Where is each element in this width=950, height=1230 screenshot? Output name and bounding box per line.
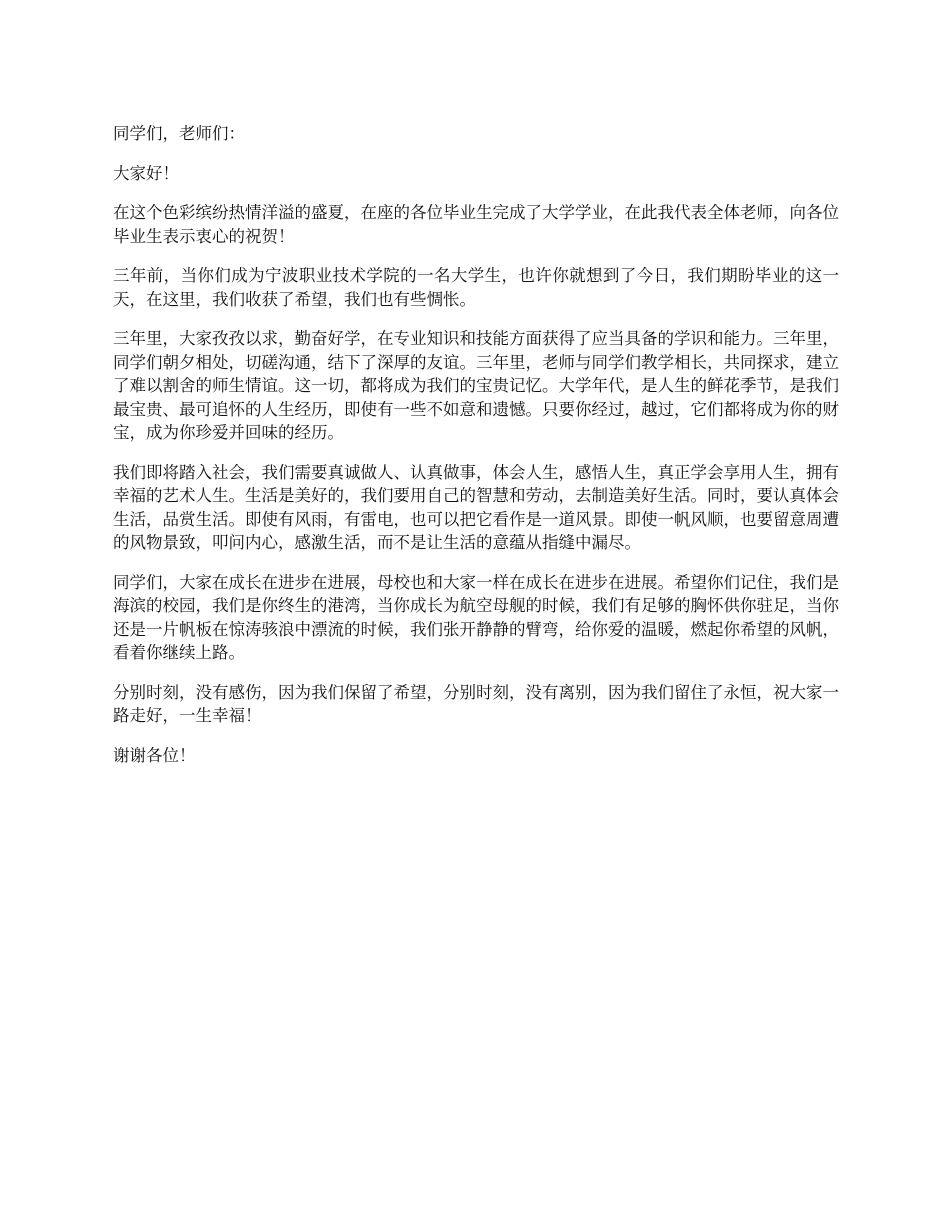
paragraph-alma-mater: 同学们，大家在成长在进步在进展，母校也和大家一样在成长在进步在进展。希望你们记住，我们是海滨的校园，我们是你终生的港湾，当你成长为航空母舰的时候，我们有足够的胸怀供你驻足，当你还是一片帆板在惊涛骇浪中漂流的时候，我们张开静静的臂弯，给你爱的温暖，燃起你希望的风帆，看着你继续上路。 [113,572,839,662]
paragraph-farewell: 分别时刻，没有感伤，因为我们保留了希望，分别时刻，没有离别，因为我们留住了永恒，祝大家一路走好，一生幸福！ [113,682,839,725]
greeting: 大家好！ [113,163,179,183]
closing-thanks: 谢谢各位！ [113,745,196,765]
salutation: 同学们，老师们： [113,124,245,143]
paragraph-congratulations: 在这个色彩缤纷热情洋溢的盛夏，在座的各位毕业生完成了大学学业，在此我代表全体老师，向各位毕业生表示衷心的祝贺！ [113,203,839,246]
paragraph-society: 我们即将踏入社会，我们需要真诚做人、认真做事，体会人生，感悟人生，真正学会享用人生，拥有幸福的艺术人生。生活是美好的，我们要用自己的智慧和劳动，去制造美好生活。同时，要认真体会生活，品赏生活。即使有风雨，有雷电，也可以把它看作是一道风景。即使一帆风顺，也要留意周遭的风物景致，叩问内心，感激生活，而不是让生活的意蕴从指缝中漏尽。 [113,462,839,552]
paragraph-three-years: 三年里，大家孜孜以求，勤奋好学，在专业知识和技能方面获得了应当具备的学识和能力。三年里，同学们朝夕相处，切磋沟通，结下了深厚的友谊。三年里，老师与同学们教学相长，共同探求，建立了难以割舍的师生情谊。这一切，都将成为我们的宝贵记忆。大学年代，是人生的鲜花季节，是我们最宝贵、最可追怀的人生经历，即使有一些不如意和遗憾。只要你经过，越过，它们都将成为你的财宝，成为你珍爱并回味的经历。 [113,329,839,442]
document-page [113,122,839,783]
paragraph-three-years-ago: 三年前，当你们成为宁波职业技术学院的一名大学生，也许你就想到了今日，我们期盼毕业的这一天，在这里，我们收获了希望，我们也有些惆怅。 [113,266,839,309]
